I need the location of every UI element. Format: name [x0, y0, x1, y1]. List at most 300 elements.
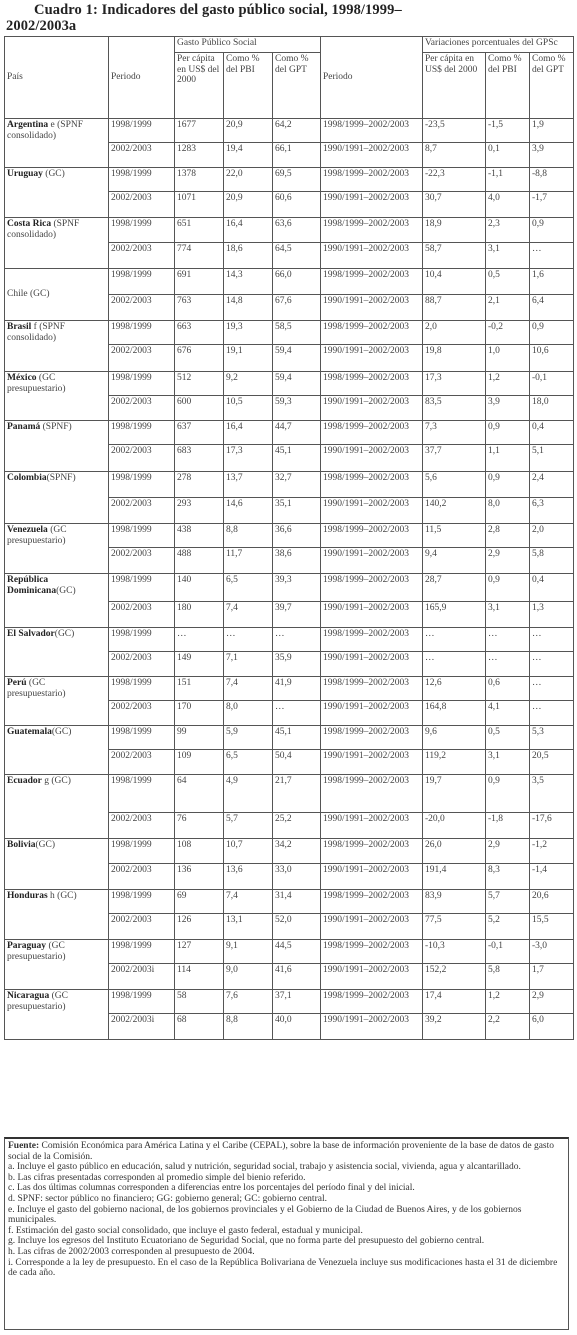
table-cell: 60,6 — [273, 192, 321, 218]
country-name: Brasil — [7, 322, 32, 332]
footnote-b: b. Las cifras presentadas corresponden al promedio simple del bienio referido. — [8, 1172, 306, 1183]
country-name: Honduras — [7, 891, 48, 901]
table-cell: 35,9 — [273, 652, 321, 677]
country-name: Guatemala — [7, 727, 52, 737]
table-cell: -0,1 — [486, 940, 530, 964]
country-cell — [5, 321, 109, 372]
country-qualifier: (GC) — [35, 840, 56, 850]
table-cell: 2,4 — [530, 472, 574, 498]
table-cell: 5,8 — [486, 964, 530, 990]
table-cell: 1990/1991–2002/2003 — [321, 295, 423, 321]
table-cell: -23,5 — [423, 119, 486, 143]
table-cell: 2002/2003 — [109, 345, 175, 372]
table-cell: 14,8 — [224, 295, 273, 321]
table-cell: 1998/1999–2002/2003 — [321, 940, 423, 964]
table-cell: 58,7 — [423, 243, 486, 269]
table-cell: 0,1 — [486, 143, 530, 168]
table-cell: 3,9 — [486, 396, 530, 421]
country-qualifier: (GC presupuestario) — [7, 678, 66, 699]
table-cell: 69,5 — [273, 168, 321, 192]
table-cell: 3,9 — [530, 143, 574, 168]
table-cell: 1,9 — [530, 119, 574, 143]
table-cell: 58 — [175, 990, 224, 1014]
table-row — [5, 321, 574, 345]
table-cell: 1,7 — [530, 964, 574, 990]
country-cell — [5, 839, 109, 890]
table-cell: 66,0 — [273, 269, 321, 295]
table-cell: 1998/1999–2002/2003 — [321, 574, 423, 602]
table-cell: 2002/2003 — [109, 396, 175, 421]
table-cell: -20,0 — [423, 813, 486, 839]
table-cell: 152,2 — [423, 964, 486, 990]
title-line-1: Cuadro 1: Indicadores del gasto público social, 1998/1999– — [34, 2, 402, 18]
table-cell: -1,5 — [486, 119, 530, 143]
country-qualifier: Chile (GC) — [7, 289, 50, 300]
footnote-c: c. Las dos últimas columnas corresponden a diferencias entre los porcentajes del período final y del inicial. — [8, 1183, 415, 1194]
table-cell: 17,4 — [423, 990, 486, 1014]
table-cell: 1998/1999 — [109, 775, 175, 813]
header-gasto-group: Gasto Público Social — [175, 37, 321, 53]
table-cell: 41,9 — [273, 677, 321, 701]
table-row — [5, 524, 574, 548]
country-name: Panamá — [7, 422, 41, 432]
table-cell: … — [530, 652, 574, 677]
table-cell: 1998/1999 — [109, 677, 175, 701]
table-cell: 45,1 — [273, 726, 321, 750]
table-cell: -0,2 — [486, 321, 530, 345]
country-name: República Dominicana — [7, 575, 57, 596]
country-qualifier: f (SPNF consolidado) — [7, 322, 66, 343]
table-cell: 0,6 — [486, 677, 530, 701]
country-qualifier: (SPNF) — [40, 422, 72, 432]
table-cell: 45,1 — [273, 445, 321, 472]
table-cell: 1990/1991–2002/2003 — [321, 192, 423, 218]
table-cell: 1998/1999–2002/2003 — [321, 839, 423, 864]
table-cell: 1990/1991–2002/2003 — [321, 396, 423, 421]
table-cell: 683 — [175, 445, 224, 472]
country-cell — [5, 119, 109, 168]
table-row — [5, 775, 574, 813]
header-pais: País — [5, 37, 109, 119]
country-cell — [5, 574, 109, 628]
table-cell: 2,9 — [486, 548, 530, 574]
table-cell: 0,4 — [530, 421, 574, 445]
table-cell: … — [530, 243, 574, 269]
table-cell: 1990/1991–2002/2003 — [321, 602, 423, 628]
table-row — [5, 628, 574, 652]
table-cell: 17,3 — [224, 445, 273, 472]
table-cell: … — [175, 628, 224, 652]
table-cell: 11,7 — [224, 548, 273, 574]
country-cell — [5, 628, 109, 677]
table-cell: 8,7 — [423, 143, 486, 168]
table-row — [5, 472, 574, 498]
table-cell: 2002/2003 — [109, 750, 175, 775]
table-cell: 7,3 — [423, 421, 486, 445]
table-cell: 8,3 — [486, 864, 530, 890]
table-cell: 20,6 — [530, 890, 574, 914]
footnote-d: d. SPNF: sector público no financiero; GG: gobierno general; GC: gobierno central. — [8, 1193, 327, 1204]
table-cell: 1677 — [175, 119, 224, 143]
table-cell: … — [530, 628, 574, 652]
table-cell: 1,6 — [530, 269, 574, 295]
table-cell: 293 — [175, 498, 224, 524]
country-qualifier: (GC) — [51, 727, 72, 737]
table-cell: 5,2 — [486, 914, 530, 940]
table-cell: 30,7 — [423, 192, 486, 218]
table-cell: 36,6 — [273, 524, 321, 548]
table-body — [5, 119, 574, 1040]
table-cell: 1,3 — [530, 602, 574, 628]
table-cell: 1,2 — [486, 990, 530, 1014]
country-name: México — [7, 373, 37, 383]
table-cell: 6,0 — [530, 1014, 574, 1040]
table-cell: 2002/2003 — [109, 445, 175, 472]
table-cell: 21,7 — [273, 775, 321, 813]
table-cell: 149 — [175, 652, 224, 677]
table-cell: 0,4 — [530, 574, 574, 602]
table-cell: 180 — [175, 602, 224, 628]
table-row — [5, 168, 574, 192]
table-cell: 191,4 — [423, 864, 486, 890]
table-row — [5, 940, 574, 964]
table-cell: 2,0 — [530, 524, 574, 548]
table-cell: 676 — [175, 345, 224, 372]
country-cell — [5, 990, 109, 1040]
country-name: Venezuela — [7, 525, 48, 535]
table-cell: 126 — [175, 914, 224, 940]
country-name: Argentina — [7, 120, 49, 130]
table-cell: 2,3 — [486, 218, 530, 243]
table-cell: 2002/2003 — [109, 143, 175, 168]
footnote-g: g. Incluye los egresos del Instituto Ecuatoriano de Seguridad Social, que no forma parte del presupuesto del gobierno central. — [8, 1236, 485, 1247]
table-cell: 37,1 — [273, 990, 321, 1014]
table-cell: -22,3 — [423, 168, 486, 192]
table-cell: 2002/2003 — [109, 602, 175, 628]
table-cell: 19,3 — [224, 321, 273, 345]
table-cell: 1998/1999 — [109, 628, 175, 652]
table-cell: 6,4 — [530, 295, 574, 321]
country-qualifier: (GC presupuestario) — [7, 941, 66, 962]
table-cell: … — [486, 652, 530, 677]
table-cell: 9,6 — [423, 726, 486, 750]
table-cell: … — [273, 628, 321, 652]
table-cell: 1998/1999–2002/2003 — [321, 628, 423, 652]
table-row — [5, 839, 574, 864]
table-cell: 19,4 — [224, 143, 273, 168]
table-cell: 44,5 — [273, 940, 321, 964]
table-cell: 4,9 — [224, 775, 273, 813]
country-cell — [5, 218, 109, 269]
table-cell: 763 — [175, 295, 224, 321]
table-row — [5, 990, 574, 1014]
table-cell: 151 — [175, 677, 224, 701]
table-cell: 19,7 — [423, 775, 486, 813]
table-cell: 14,6 — [224, 498, 273, 524]
country-qualifier: h (GC) — [47, 891, 77, 901]
country-cell — [5, 372, 109, 421]
table-cell: 1998/1999–2002/2003 — [321, 775, 423, 813]
table-cell: 52,0 — [273, 914, 321, 940]
table-cell: 512 — [175, 372, 224, 396]
table-cell: 1998/1999–2002/2003 — [321, 269, 423, 295]
country-qualifier: (GC) — [54, 629, 75, 639]
footnote-a: a. Incluye el gasto público en educación, salud y nutrición, seguridad social, trabajo y asistencia social, vivienda, agua y alcantarillado. — [8, 1162, 521, 1173]
table-cell: 20,9 — [224, 119, 273, 143]
country-cell — [5, 677, 109, 726]
table-cell: 2002/2003i — [109, 964, 175, 990]
table-cell: 5,1 — [530, 445, 574, 472]
table-cell: -8,8 — [530, 168, 574, 192]
table-cell: 77,5 — [423, 914, 486, 940]
table-cell: 31,4 — [273, 890, 321, 914]
table-cell: 8,8 — [224, 1014, 273, 1040]
table-cell: 9,1 — [224, 940, 273, 964]
table-cell: 637 — [175, 421, 224, 445]
table-cell: -1,8 — [486, 813, 530, 839]
table-cell: 59,4 — [273, 372, 321, 396]
table-cell: 39,3 — [273, 574, 321, 602]
table-cell: 34,2 — [273, 839, 321, 864]
table-cell: 1998/1999–2002/2003 — [321, 119, 423, 143]
table-cell: 19,1 — [224, 345, 273, 372]
table-cell: 9,0 — [224, 964, 273, 990]
table-cell: 1998/1999 — [109, 839, 175, 864]
table-cell: 13,1 — [224, 914, 273, 940]
table-cell: … — [530, 677, 574, 701]
country-qualifier: g (GC) — [41, 776, 71, 786]
table-cell: 2,9 — [530, 990, 574, 1014]
table-cell: 9,2 — [224, 372, 273, 396]
table-cell: 108 — [175, 839, 224, 864]
table-cell: 2,2 — [486, 1014, 530, 1040]
table-cell: 2002/2003 — [109, 192, 175, 218]
table-cell: 11,5 — [423, 524, 486, 548]
table-cell: 6,5 — [224, 750, 273, 775]
table-cell: -0,1 — [530, 372, 574, 396]
table-title — [6, 2, 571, 34]
table-cell: 4,1 — [486, 701, 530, 726]
table-cell: 1998/1999–2002/2003 — [321, 990, 423, 1014]
table-cell: 1998/1999 — [109, 574, 175, 602]
table-cell: 1990/1991–2002/2003 — [321, 652, 423, 677]
table-cell: 15,5 — [530, 914, 574, 940]
table-cell: 127 — [175, 940, 224, 964]
table-cell: 1998/1999 — [109, 269, 175, 295]
table-cell: 18,0 — [530, 396, 574, 421]
header-periodo: Periodo — [109, 37, 175, 119]
table-cell: 3,5 — [530, 775, 574, 813]
table-cell: 13,7 — [224, 472, 273, 498]
table-cell: 59,4 — [273, 345, 321, 372]
table-cell: 58,5 — [273, 321, 321, 345]
country-qualifier: (GC) — [56, 585, 76, 596]
table-cell: 1998/1999 — [109, 890, 175, 914]
table-cell: 19,8 — [423, 345, 486, 372]
table-cell: 2,1 — [486, 295, 530, 321]
table-cell: 5,6 — [423, 472, 486, 498]
table-cell: 13,6 — [224, 864, 273, 890]
table-cell: … — [224, 628, 273, 652]
table-cell: … — [273, 701, 321, 726]
table-cell: 64 — [175, 775, 224, 813]
table-cell: 32,7 — [273, 472, 321, 498]
table-cell: 0,5 — [486, 726, 530, 750]
table-cell: 14,3 — [224, 269, 273, 295]
table-cell: 1990/1991–2002/2003 — [321, 813, 423, 839]
footnote-e: e. Incluye el gasto del gobierno nacional, de los gobiernos provinciales y el Gobierno de la Ciudad de Buenos Aires, y de los gobiernos municipales. — [8, 1204, 522, 1226]
table-cell: 66,1 — [273, 143, 321, 168]
table-cell: 1998/1999–2002/2003 — [321, 421, 423, 445]
table-cell: 3,1 — [486, 750, 530, 775]
table-cell: 1,1 — [486, 445, 530, 472]
header-periodo-2: Periodo — [321, 37, 423, 119]
table-cell: 18,6 — [224, 243, 273, 269]
table-cell: 2002/2003 — [109, 914, 175, 940]
table-cell: 1990/1991–2002/2003 — [321, 548, 423, 574]
table-cell: 2002/2003 — [109, 864, 175, 890]
table-cell: 6,5 — [224, 574, 273, 602]
table-cell: 35,1 — [273, 498, 321, 524]
footnote-h: h. Las cifras de 2002/2003 corresponden al presupuesto de 2004. — [8, 1246, 255, 1257]
table-cell: 2002/2003 — [109, 813, 175, 839]
table-cell: 17,3 — [423, 372, 486, 396]
table-cell: 1998/1999–2002/2003 — [321, 677, 423, 701]
table-cell: 114 — [175, 964, 224, 990]
table-cell: 22,0 — [224, 168, 273, 192]
country-name: Bolivia — [7, 840, 36, 850]
country-qualifier: e (SPNF consolidado) — [7, 120, 84, 141]
source-label: Fuente: — [8, 1141, 40, 1151]
country-qualifier: (SPNF) — [46, 473, 76, 483]
table-cell: -17,6 — [530, 813, 574, 839]
table-cell: 136 — [175, 864, 224, 890]
table-cell: 1990/1991–2002/2003 — [321, 445, 423, 472]
table-cell: 1998/1999–2002/2003 — [321, 372, 423, 396]
country-name: Perú — [7, 678, 27, 688]
table-cell: 44,7 — [273, 421, 321, 445]
table-row — [5, 677, 574, 701]
table-cell: 64,5 — [273, 243, 321, 269]
country-name: Colombia — [7, 473, 47, 483]
table-cell: 63,6 — [273, 218, 321, 243]
table-row — [5, 890, 574, 914]
table-cell: 8,0 — [486, 498, 530, 524]
table-cell: 1998/1999 — [109, 168, 175, 192]
table-cell: 5,3 — [530, 726, 574, 750]
table-cell: 1998/1999 — [109, 726, 175, 750]
table-cell: 12,6 — [423, 677, 486, 701]
table-cell: 774 — [175, 243, 224, 269]
table-cell: 7,4 — [224, 890, 273, 914]
table-cell: 1990/1991–2002/2003 — [321, 498, 423, 524]
table-cell: 488 — [175, 548, 224, 574]
table-cell: 38,6 — [273, 548, 321, 574]
table-cell: 1998/1999–2002/2003 — [321, 472, 423, 498]
table-cell: 1998/1999 — [109, 524, 175, 548]
table-cell: 39,2 — [423, 1014, 486, 1040]
table-cell: -1,7 — [530, 192, 574, 218]
table-cell: 2,8 — [486, 524, 530, 548]
table-cell: 7,4 — [224, 677, 273, 701]
country-cell — [5, 269, 109, 321]
table-cell: 1990/1991–2002/2003 — [321, 914, 423, 940]
table-cell: 1990/1991–2002/2003 — [321, 1014, 423, 1040]
table-cell: 10,6 — [530, 345, 574, 372]
table-cell: 20,9 — [224, 192, 273, 218]
table-cell: … — [423, 628, 486, 652]
table-cell: -10,3 — [423, 940, 486, 964]
table-row — [5, 218, 574, 243]
country-name: Costa Rica — [7, 219, 52, 229]
table-cell: 2002/2003 — [109, 701, 175, 726]
table-cell: 119,2 — [423, 750, 486, 775]
table-cell: 26,0 — [423, 839, 486, 864]
table-cell: -1,4 — [530, 864, 574, 890]
table-cell: 438 — [175, 524, 224, 548]
table-cell: 0,9 — [486, 472, 530, 498]
table-cell: 1998/1999–2002/2003 — [321, 524, 423, 548]
table-cell: 170 — [175, 701, 224, 726]
table-cell: 7,1 — [224, 652, 273, 677]
table-cell: -3,0 — [530, 940, 574, 964]
title-line-2: 2002/2003a — [6, 18, 77, 34]
table-cell: … — [530, 701, 574, 726]
table-cell: 1998/1999–2002/2003 — [321, 168, 423, 192]
table-cell: 10,4 — [423, 269, 486, 295]
country-cell — [5, 168, 109, 218]
table-cell: 1998/1999 — [109, 940, 175, 964]
table-cell: 6,3 — [530, 498, 574, 524]
table-cell: 5,7 — [224, 813, 273, 839]
source-text: Comisión Económica para América Latina y el Caribe (CEPAL), sobre la base de información proveniente de la base de datos de gasto social de la Comisión. — [8, 1141, 555, 1162]
table-cell: 50,4 — [273, 750, 321, 775]
country-cell — [5, 524, 109, 574]
table-cell: 651 — [175, 218, 224, 243]
table-cell: 1998/1999 — [109, 990, 175, 1014]
header-var-pct-pbi: Como % del PBI — [486, 53, 530, 119]
table-cell: 1998/1999 — [109, 421, 175, 445]
table-cell: 83,5 — [423, 396, 486, 421]
table-cell: 1998/1999–2002/2003 — [321, 726, 423, 750]
table-cell: 16,4 — [224, 218, 273, 243]
table-cell: 76 — [175, 813, 224, 839]
country-cell — [5, 890, 109, 940]
country-cell — [5, 472, 109, 524]
country-name: El Salvador — [7, 629, 55, 639]
table-cell: 2002/2003 — [109, 243, 175, 269]
table-cell: 164,8 — [423, 701, 486, 726]
table-cell: 2,9 — [486, 839, 530, 864]
table-cell: 88,7 — [423, 295, 486, 321]
table-cell: 64,2 — [273, 119, 321, 143]
table-cell: 600 — [175, 396, 224, 421]
table-cell: 1,0 — [486, 345, 530, 372]
table-row — [5, 574, 574, 602]
country-name: Paraguay — [7, 941, 47, 951]
table-cell: 278 — [175, 472, 224, 498]
table-cell: 1998/1999 — [109, 372, 175, 396]
table-cell: 39,7 — [273, 602, 321, 628]
table-cell: 1998/1999–2002/2003 — [321, 321, 423, 345]
table-cell: 1998/1999 — [109, 119, 175, 143]
country-name: Ecuador — [7, 776, 42, 786]
gasto-social-table — [4, 36, 574, 1040]
country-cell — [5, 726, 109, 775]
country-qualifier: (GC presupuestario) — [7, 991, 68, 1012]
table-cell: 1990/1991–2002/2003 — [321, 143, 423, 168]
table-cell: 8,0 — [224, 701, 273, 726]
